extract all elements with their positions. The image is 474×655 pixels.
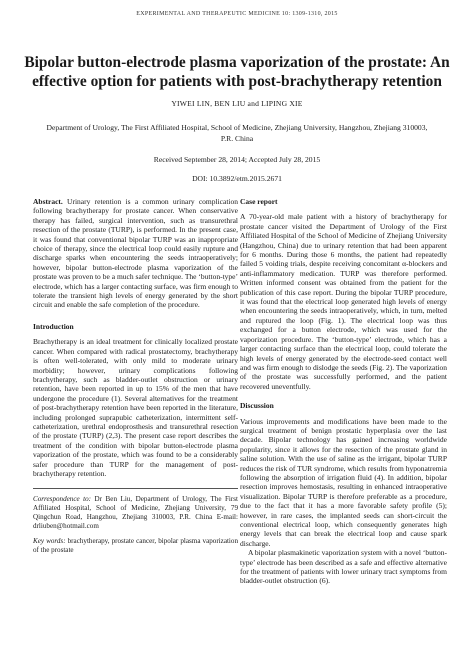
doi[interactable]: DOI: 10.3892/etm.2015.2671 <box>192 174 282 183</box>
received-accepted-dates: Received September 28, 2014; Accepted July 28, 2015 <box>153 155 321 164</box>
keywords-text: brachytherapy, prostate cancer, bipolar plasma vaporization of the prostate <box>33 537 238 555</box>
introduction-heading: Introduction <box>33 321 74 331</box>
abstract <box>33 197 238 310</box>
correspondence-label: Correspondence to: <box>33 495 92 504</box>
author-list: YIWEI LIN, BEN LIU and LIPING XIE <box>171 99 303 108</box>
keywords <box>33 537 238 555</box>
right-column <box>240 197 447 586</box>
discussion-heading: Discussion <box>240 401 274 411</box>
introduction-paragraph: Brachytherapy is an ideal treatment for clinically localized prostate cancer. When compared with radical prostatectomy, brachytherapy is often well-tolerated, with only mild to moderate urinary morbidity; however, urinary complications following brachytherapy, such as bladder-outlet obstruction or urinary retention, have been reported in up to 15% of the men that have undergone the procedure (1). Several alternatives for the treatment of post-brachytherapy retention have been reported in the literature, including prolonged suprapubic catheterization, intermittent self-catheterization, urethral endoprosthesis and transurethral resection of the prostate (TURP) (2,3). The present case report describes the treatment of the condition with bipolar button-electrode plasma vaporization of the prostate, which was found to be a considerably safer procedure than TURP for the management of post-brachytherapy retention. <box>33 337 238 478</box>
journal-header: EXPERIMENTAL AND THERAPEUTIC MEDICINE 10: 1309-1310, 2015 <box>136 11 338 17</box>
footnotes <box>33 495 238 555</box>
abstract-text: Urinary retention is a common urinary complication following brachytherapy for prostate cancer. When conservative therapy has failed, surgical intervention, such as transurethral resection of the prostate (TURP), is performed. In the present case, it was found that conventional bipolar TURP was an inappropriate choice of therapy, since the electrical loop could easily rupture and discharge sparks when encountering the seeds intraoperatively; however, bipolar button-electrode plasma vaporization of the prostate was proven to be a much safer technique. The ‘button-type’ electrode, which has a larger contacting surface, was firm enough to tolerate the transient high levels of energy generated by the short circuit and enable the safe completion of the procedure. <box>33 197 238 310</box>
keywords-label: Key words: <box>33 537 66 546</box>
correspondence <box>33 495 238 531</box>
discussion-paragraph: A bipolar plasmakinetic vaporization system with a novel ‘button-type’ electrode has been described as a safe and effective alternative for the treatment of patients with lower urinary tract symptoms from bladder-outlet obstruction (6). <box>240 548 447 586</box>
abstract-label: Abstract. <box>33 197 63 206</box>
footnote-divider <box>33 488 238 489</box>
case-report-paragraph: A 70-year-old male patient with a history of brachytherapy for prostate cancer visited the Department of Urology of the First Affiliated Hospital of the School of Medicine of Zhejiang University (Hangzhou, China) due to urinary retention that had been apparent for 6 months. During those 6 months, the patient had repeatedly failed 5 voiding trials, despite receiving concomitant α-blockers and anti-inflammatory medication. TURP was therefore performed. Written informed consent was obtained from the patient for the publication of this case report. During the bipolar TURP procedure, it was found that the electrical loop generated high levels of energy when encountering the seeds intraoperatively, which, in turn, melted and ruptured the loop (Fig. 1). The electrical loop was thus exchanged for a button electrode, which was used for the vaporization procedure. The ‘button-type’ electrode, which has a larger contacting surface than the electrical loop, could tolerate the high levels of energy generated by the electrode-seed contact well and was firm enough to dislodge the seeds (Fig. 2). The vaporization of the prostate was successfully performed, and the patient recovered uneventfully. <box>240 212 447 391</box>
article-title: Bipolar button-electrode plasma vaporization of the prostate: An effective option for patients with post-brachytherapy retention <box>24 54 450 90</box>
discussion-paragraph: Various improvements and modifications have been made to the surgical treatment of benign prostatic hyperplasia over the last decade. Bipolar technology has gained increasing worldwide popularity, since it allows for the resection of the prostate gland in saline solution. With the use of saline as the irrigant, bipolar TURP reduces the risk of TUR syndrome, which results from hyponatremia following the absorption of irrigation fluid (4). In addition, bipolar resection improves hemostasis, resulting in enhanced intraoperative visualization. Bipolar TURP is therefore preferable as a procedure, due to the fact that it has a more favorable safety profile (5); however, in rare cases, the implanted seeds can short-circuit the conventional electrical loop, which consequently generates high energy levels that can break the electrical loop and cause spark discharge. <box>240 416 447 548</box>
left-column <box>33 197 238 555</box>
affiliation: Department of Urology, The First Affiliated Hospital, School of Medicine, Zhejiang University, Hangzhou, Zhejiang 310003, P.R. China <box>46 123 428 143</box>
case-report-heading: Case report <box>240 197 278 206</box>
correspondence-text: Dr Ben Liu, Department of Urology, The First Affiliated Hospital, School of Medicine, Zhejiang University, 79 Qingchun Road, Hangzhou, Zhejiang 310003, P.R. China E-mail: drliuben@hotmail.com <box>33 495 239 531</box>
